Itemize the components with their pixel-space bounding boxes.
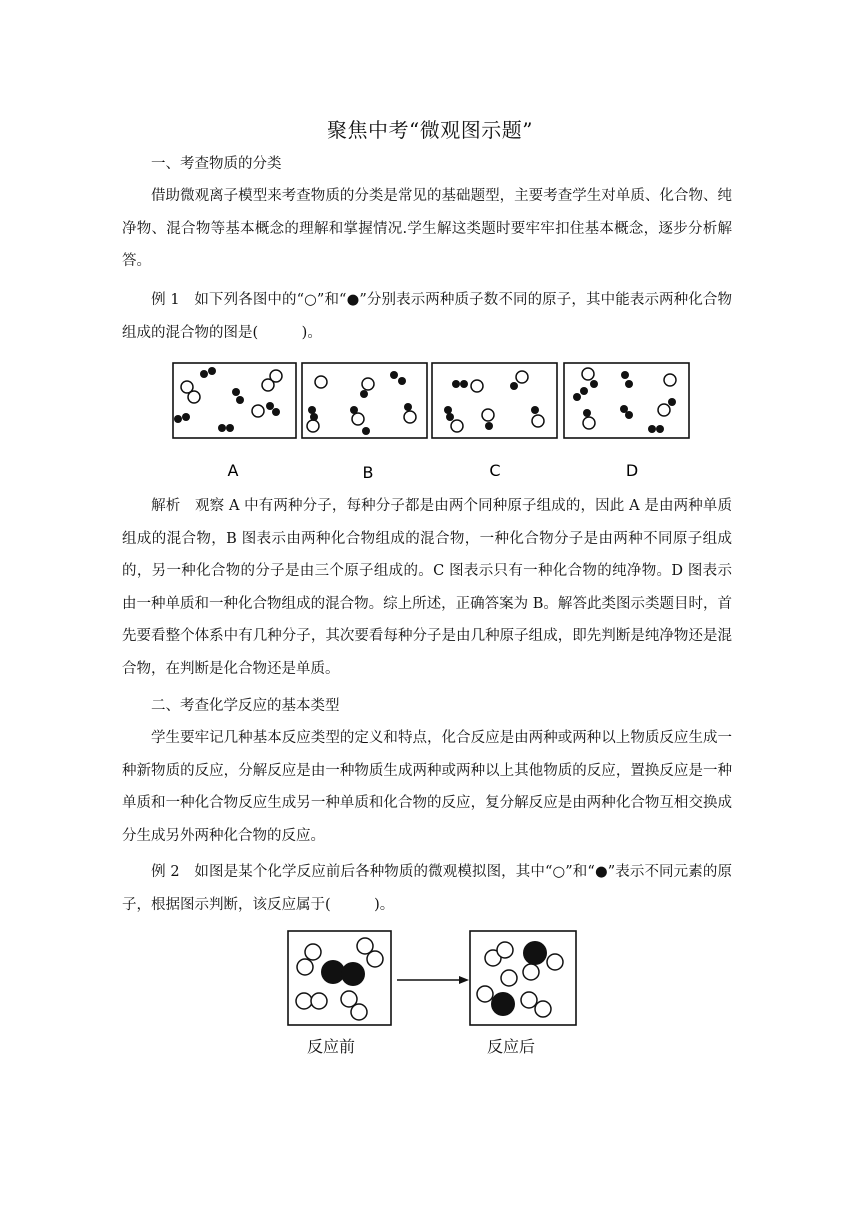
option-b-label: B — [362, 463, 374, 482]
example1-figure — [170, 360, 690, 485]
example2-question: 例 2 如图是某个化学反应前后各种物质的微观模拟图，其中“○”和“●”表示不同元素的原子，根据图示判断，该反应属于( )。 — [122, 864, 732, 913]
option-b-box — [302, 363, 427, 438]
option-b-molecules — [307, 371, 416, 435]
before-label: 反应前 — [307, 1037, 356, 1056]
section1-heading: 一、考查物质的分类 — [151, 156, 282, 172]
option-c-molecules — [444, 371, 544, 432]
section2-heading: 二、考查化学反应的基本类型 — [151, 698, 340, 714]
option-a-label: A — [227, 461, 239, 480]
after-label: 反应后 — [487, 1037, 536, 1056]
page-title: 聚焦中考“微观图示题” — [327, 118, 533, 142]
option-c-label: C — [489, 461, 501, 480]
section2-intro: 学生要牢记几种基本反应类型的定义和特点，化合反应是由两种或两种以上物质反应生成一种新物质的反应，分解反应是由一种物质生成两种或两种以上其他物质的反应，置换反应是一种单质和一种化合物反应生成另一种单质和化合物的反应，复分解反应是由两种化合物互相交换成分生成另外两种化合物的反应。 — [122, 730, 732, 844]
example1-analysis: 解析 观察 A 中有两种分子，每种分子都是由两个同种原子组成的，因此 A 是由两种单质组成的混合物，B 图表示由两种化合物组成的混合物，一种化合物分子是由两种不同原子组成的，另一种化合物的分子是由三个原子组成的。C 图表示只有一种化合物的纯净物。D 图表示由一种单质和一种化合物组成的混合物。综上所述，正确答案为 B。解答此类图示类题目时，首先要看整个体系中有几种分子，其次要看每种分子是由几种原子组成，即先判断是纯净物还是混合物，在判断是化合物还是单质。 — [122, 498, 732, 677]
after-molecules — [477, 942, 563, 1017]
option-d-label: D — [625, 461, 639, 480]
option-d-molecules — [573, 368, 676, 433]
example2-figure — [285, 928, 580, 1028]
reaction-arrow — [397, 976, 469, 984]
option-a-molecules — [174, 367, 282, 432]
after-box — [470, 931, 576, 1025]
section1-intro: 借助微观离子模型来考查物质的分类是常见的基础题型，主要考查学生对单质、化合物、纯净物、混合物等基本概念的理解和掌握情况.学生解这类题时要牢牢扣住基本概念，逐步分析解答。 — [122, 188, 732, 269]
example1-question: 例 1 如下列各图中的“○”和“●”分别表示两种质子数不同的原子，其中能表示两种化合物组成的混合物的图是( )。 — [122, 292, 732, 341]
